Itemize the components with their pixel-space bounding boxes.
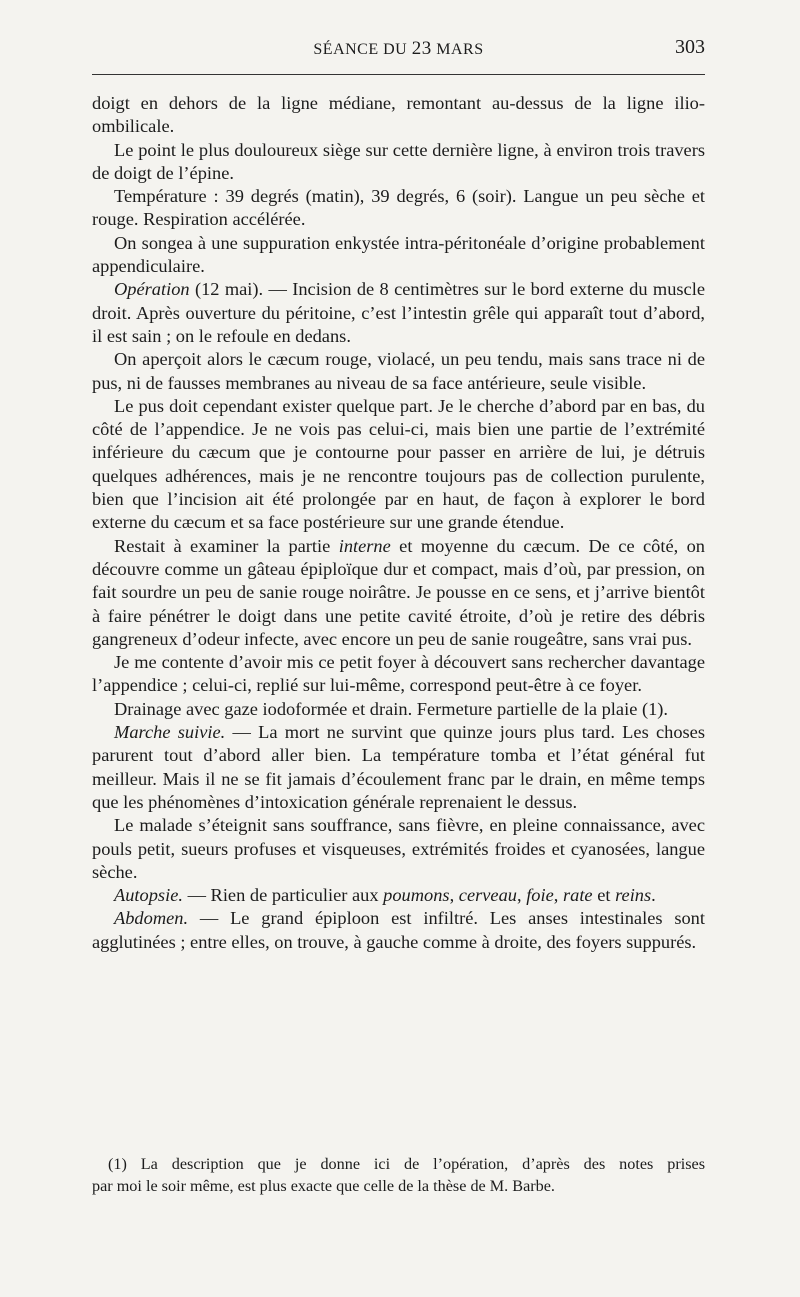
marche-heading: Marche suivie. [114,722,226,743]
paragraph-marche [92,721,705,814]
body-text [92,92,705,954]
operation-heading: Opération [114,279,190,300]
title-month: MARS [436,41,484,58]
paragraph-2: Le point le plus douloureux siège sur cette dernière ligne, à environ trois travers de doigt de l’épine. [92,139,705,183]
autopsie-text-a: — Rien de particulier aux [182,885,384,906]
title-prefix: SÉANCE DU [313,41,408,58]
abdomen-text: — Le grand épiploon est infiltré. Les anses intestinales sont agglutinées ; entre elles, on trouve, à gauche comme à droite, des foyers suppurés. [92,908,705,952]
paragraph-12: Le malade s’éteignit sans souffrance, sans fièvre, en pleine connaissance, avec pouls petit, sueurs profuses et visqueuses, extrémités froides et cyanosées, langue sèche. [92,815,705,882]
autopsie-cerveau: cerveau [458,885,517,906]
footnote [92,1153,705,1197]
autopsie-text-d: , [553,885,563,906]
paragraph-8 [92,535,705,651]
autopsie-text-b: , [449,885,459,906]
paragraph-abdomen [92,907,705,954]
autopsie-rate: rate [562,885,593,906]
autopsie-text-f: . [651,885,656,906]
running-title [92,38,705,60]
paragraph-7: Le pus doit cependant exister quelque part. Je le cherche d’abord par en bas, du côté de l’appendice. Je ne vois pas celui-ci, mais bien une partie de l’extrémité inférieure du cæcum que je contourne pour passer en arrière de lui, je détruis quelques adhérences, mais je ne rencontre toujours pas de collection purulente, bien que l’incision ait été prolongée par en haut, de façon à explorer le bord externe du cæcum et sa face postérieure sur une grande étendue. [92,395,705,533]
paragraph-10: Drainage avec gaze iodoformée et drain. Fermeture partielle de la plaie (1). [114,698,668,719]
paragraph-operation [92,278,705,348]
paragraph-8-post: et moyenne du cæcum. De ce côté, on découvre comme un gâteau épiploïque dur et compact, mais d’où, par pression, on fait sourdre un peu de sanie rouge noirâtre. Je pousse en ce sens, et j’arrive bientôt à faire pénétrer le doigt dans une petite cavité étroite, d’où je retire des débris gangreneux d’odeur infecte, avec encore un peu de sanie rougeâtre, sans vrai pus. [92,535,705,649]
autopsie-reins: reins [615,885,652,906]
abdomen-heading: Abdomen. [114,908,189,929]
autopsie-foie: foie [526,885,554,906]
paragraph-8-pre: Restait à examiner la partie [114,535,339,556]
paragraph-3: Température : 39 degrés (matin), 39 degrés, 6 (soir). Langue un peu sèche et rouge. Respiration accélérée. [92,186,705,230]
paragraph-9: Je me contente d’avoir mis ce petit foyer à découvert sans rechercher davantage l’appendice ; celui-ci, replié sur lui-même, correspond peut-être à ce foyer. [92,652,705,696]
footnote-line-1: (1) La description que je donne ici de l’opération, d’après des notes prises [108,1155,705,1173]
paragraph-8-italic: interne [338,535,391,556]
page-number: 303 [675,36,705,58]
running-header [92,36,705,58]
paragraph-autopsie [92,884,705,907]
autopsie-heading: Autopsie. [114,885,183,906]
header-rule [92,74,705,75]
paragraph-1: doigt en dehors de la ligne médiane, remontant au-dessus de la ligne ilio-ombilicale. [92,93,705,137]
autopsie-text-e: et [592,885,616,906]
autopsie-poumons: poumons [383,885,450,906]
operation-text: (12 mai). — Incision de 8 centimètres sur le bord externe du muscle droit. Après ouverture du péritoine, c’est l’intestin grêle qui apparaît tout d’abord, il est sain ; on le refoule en dedans. [92,279,705,346]
marche-text: — La mort ne survint que quinze jours plus tard. Les choses parurent tout d’abord aller bien. La température tomba et l’état général fut meilleur. Mais il ne se fit jamais d’écoulement franc par le drain, en même temps que les phénomènes d’intoxication générale reprenaient le dessus. [92,722,706,812]
title-day: 23 [411,38,432,59]
autopsie-text-c: , [516,885,527,906]
footnote-line-2: par moi le soir même, est plus exacte que celle de la thèse de M. Barbe. [92,1177,555,1195]
paragraph-4: On songea à une suppuration enkystée intra-péritonéale d’origine probablement appendiculaire. [92,232,705,277]
paragraph-6: On aperçoit alors le cæcum rouge, violacé, un peu tendu, mais sans trace ni de pus, ni de fausses membranes au niveau de sa face antérieure, seule visible. [92,349,705,393]
